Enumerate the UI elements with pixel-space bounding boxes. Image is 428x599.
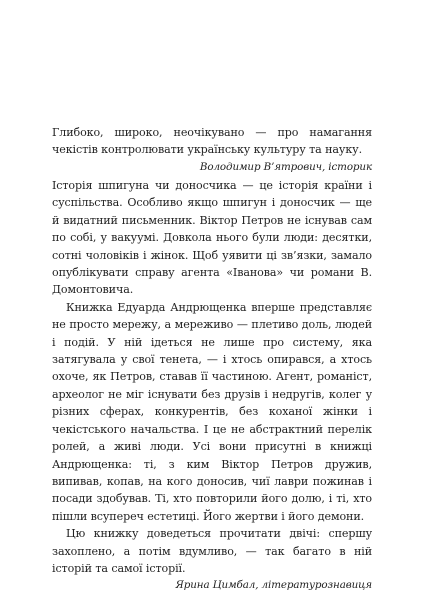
review-block bbox=[52, 177, 372, 595]
epigraph-text: Глибоко, широко, неочікувано — про намагання чекістів контролювати українську культуру та науку. bbox=[52, 126, 372, 157]
review-author: Ярина Цимбал, літературознавиця bbox=[175, 579, 372, 592]
epigraph-author: Володимир В’ятрович, історик bbox=[199, 160, 372, 173]
epigraph-block bbox=[52, 124, 372, 176]
review-paragraph: Книжка Едуарда Андрющенка вперше представляє не просто мережу, а мереживо — плетиво доль, людей і подій. У ній ідеться не лише про систему, яка затягувала у свої тенета, — і хтось опирався, а хтось охоче, як Петров, ставав її частиною. Агент, романіст, археолог не міг існувати без друзів і недругів, колег у різних сферах, конкурентів, без коханої жінки і чекістського начальства. І це не абстрактний перелік ролей, а живі люди. Усі вони присутні в книжці Андрющенка: ті, з ким Віктор Петров дружив, випивав, копав, на кого доносив, чиї лаври пожинав і посади здобував. Ті, хто повторили його долю, і ті, хто пішли всупереч естетиці. Його жертви і його демони. bbox=[52, 300, 372, 523]
review-paragraph: Цю книжку доведеться прочитати двічі: спершу захоплено, а потім вдумливо, — так багато в ній історій та самої історії. bbox=[52, 527, 372, 575]
review-paragraph: Історія шпигуна чи доносчика — це історія країни і суспільства. Особливо якщо шпигун і доносчик — ще й видатний письменник. Віктор Петров не існував сам по собі, у вакуумі. Довкола нього були люди: десятки, сотні чоловіків і жінок. Щоб уявити ці зв’язки, замало опублікувати справу агента «Іванова» чи романи В. Домонтовича. bbox=[52, 179, 372, 297]
